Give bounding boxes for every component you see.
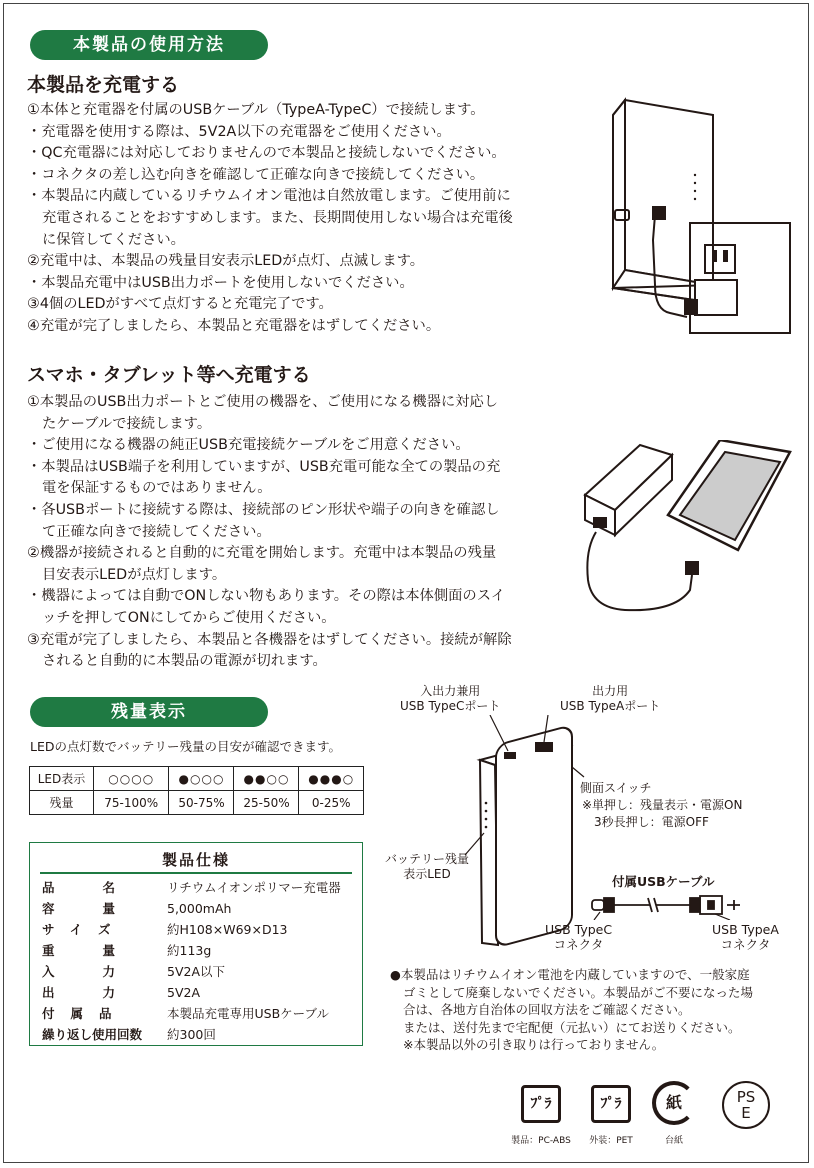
led-pattern: ●○○○ bbox=[169, 767, 234, 791]
charge-line: ③4個のLEDがすべて点灯すると充電完了です。 bbox=[27, 296, 333, 313]
device-line: たケーブルで接続します。 bbox=[42, 415, 212, 432]
battery-led-label: バッテリー残量 表示LED bbox=[385, 852, 470, 881]
spec-row bbox=[42, 982, 341, 1003]
side-switch-label: 側面スイッチ ※単押し：残量表示・電源ON 3秒長押し：電源OFF bbox=[580, 781, 743, 829]
level-row-label: 残量 bbox=[30, 791, 94, 815]
plastic-recycle-icon: ﾌﾟﾗ bbox=[591, 1085, 631, 1123]
spec-value: 約300回 bbox=[167, 1027, 216, 1042]
paper-recycle-mark bbox=[650, 1081, 698, 1146]
plastic-recycle-mark-1 bbox=[510, 1085, 572, 1146]
device-line: ッチを押してONにしてからご使用ください。 bbox=[42, 609, 336, 626]
spec-value: リチウムイオンポリマー充電器 bbox=[167, 880, 341, 895]
io-port-label: 入出力兼用 USB TypeCポート bbox=[400, 684, 501, 713]
mark-label: 台紙 bbox=[664, 1136, 683, 1146]
charge-line: ・本製品に内蔵しているリチウムイオン電池は自然放電します。ご使用前に bbox=[27, 188, 511, 205]
spec-value: 約113g bbox=[167, 943, 212, 958]
charge-line: ④充電が完了しましたら、本製品と充電器をはずしてください。 bbox=[27, 317, 441, 334]
charger-illustration bbox=[595, 95, 795, 345]
spec-key: 繰り返し使用回数 bbox=[42, 1027, 143, 1042]
level-value: 25-50% bbox=[234, 791, 299, 815]
level-value: 0-25% bbox=[299, 791, 364, 815]
charge-line: ・充電器を使用する際は、5V2A以下の充電器をご使用ください。 bbox=[27, 123, 451, 140]
out-port-label: 出力用 USB TypeAポート bbox=[560, 684, 661, 713]
spec-row bbox=[42, 1024, 341, 1045]
spec-row bbox=[42, 898, 341, 919]
level-value: 75-100% bbox=[94, 791, 169, 815]
device-line: ・各USBポートに接続する際は、接続部のピン形状や端子の向きを確認し bbox=[27, 501, 500, 518]
phone-charging-illustration bbox=[580, 440, 800, 620]
plastic-recycle-mark-2 bbox=[580, 1085, 642, 1146]
device-charge-title: スマホ・タブレット等へ充電する bbox=[27, 364, 311, 386]
spec-title: 製品仕様 bbox=[161, 851, 230, 869]
paper-recycle-icon: 紙 bbox=[652, 1081, 696, 1125]
cable-title: 付属USBケーブル bbox=[612, 874, 715, 889]
typec-connector-label: USB TypeC コネクタ bbox=[545, 922, 613, 952]
spec-key: 品名 bbox=[42, 880, 164, 895]
spec-row bbox=[42, 919, 341, 940]
spec-value: 約H108×W69×D13 bbox=[167, 922, 288, 937]
spec-row bbox=[42, 940, 341, 961]
usb-cable-illustration bbox=[590, 890, 745, 920]
device-line: ①本製品のUSB出力ポートとご使用の機器を、ご使用になる機器に対応し bbox=[27, 394, 499, 410]
spec-value: 5,000mAh bbox=[167, 901, 232, 916]
led-pattern: ●●●○ bbox=[299, 767, 364, 791]
device-line: て正確な向きで接続してください。 bbox=[42, 523, 271, 540]
product-diagram bbox=[460, 715, 600, 955]
typea-connector-label: USB TypeA コネクタ bbox=[712, 922, 779, 952]
device-line: 電を保証するものではありません。 bbox=[42, 480, 272, 497]
charge-line: に保管してください。 bbox=[42, 231, 185, 248]
charge-line: ・コネクタの差し込む向きを確認して正確な向きで接続してください。 bbox=[27, 166, 485, 183]
device-line: ③充電が完了しましたら、本製品と各機器をはずしてください。接続が解除 bbox=[27, 631, 512, 648]
charge-line: ・本製品充電中はUSB出力ポートを使用しないでください。 bbox=[27, 274, 414, 291]
led-row-label: LED表示 bbox=[30, 767, 94, 791]
spec-key: サイズ bbox=[42, 922, 127, 937]
level-value: 50-75% bbox=[169, 791, 234, 815]
disposal-note: ●本製品はリチウムイオン電池を内蔵していますので、一般家庭 ゴミとして廃棄しないでください。本製品がご不要になった場 合は、各地方自治体の回収方法をご確認ください。 または、送付先まで宅配便（元払い）にてお送りください。 ※本製品以外の引き取りは行っておりません。 bbox=[390, 967, 754, 1052]
charge-instructions bbox=[27, 100, 513, 338]
mark-label: 外装：PET bbox=[589, 1136, 633, 1146]
charge-line: ・QC充電器には対応しておりませんので本製品と接続しないでください。 bbox=[27, 145, 506, 162]
charge-line: 充電されることをおすすめします。また、長期間使用しない場合は充電後 bbox=[42, 209, 513, 226]
usage-section-header: 本製品の使用方法 bbox=[30, 30, 268, 60]
device-line: ・本製品はUSB端子を利用していますが、USB充電可能な全ての製品の充 bbox=[27, 458, 501, 475]
charge-title: 本製品を充電する bbox=[27, 74, 180, 96]
spec-row bbox=[42, 1003, 341, 1024]
spec-key: 容量 bbox=[42, 901, 164, 916]
spec-row bbox=[42, 877, 341, 898]
battery-intro: LEDの点灯数でバッテリー残量の目安が確認できます。 bbox=[30, 739, 341, 754]
charge-line: ①本体と充電器を付属のUSBケーブル（TypeA-TypeC）で接続します。 bbox=[27, 102, 485, 118]
battery-section-header: 残量表示 bbox=[30, 697, 268, 727]
charge-line: ②充電中は、本製品の残量目安表示LEDが点灯、点滅します。 bbox=[27, 253, 425, 270]
device-line: ・ご使用になる機器の純正USB充電接続ケーブルをご用意ください。 bbox=[27, 437, 470, 454]
spec-value: 5V2A bbox=[167, 985, 201, 1000]
spec-key: 入力 bbox=[42, 964, 164, 979]
mark-label: 製品：PC-ABS bbox=[511, 1136, 571, 1146]
pse-mark: PS E bbox=[722, 1081, 770, 1129]
spec-key: 出力 bbox=[42, 985, 164, 1000]
spec-value: 本製品充電専用USBケーブル bbox=[167, 1006, 330, 1021]
device-line: ・機器によっては自動でONしない物もあります。その際は本体側面のスイ bbox=[27, 588, 506, 605]
spec-key: 重量 bbox=[42, 943, 164, 958]
device-line: 目安表示LEDが点灯します。 bbox=[42, 566, 227, 583]
spec-key: 付属品 bbox=[42, 1006, 128, 1021]
led-pattern: ○○○○ bbox=[94, 767, 169, 791]
device-line: されると自動的に本製品の電源が切れます。 bbox=[42, 653, 327, 670]
device-instructions bbox=[27, 392, 512, 673]
spec-box bbox=[29, 842, 363, 1046]
led-level-table bbox=[29, 766, 364, 815]
plastic-recycle-icon: ﾌﾟﾗ bbox=[521, 1085, 561, 1123]
device-line: ②機器が接続されると自動的に充電を開始します。充電中は本製品の残量 bbox=[27, 545, 497, 562]
spec-row bbox=[42, 961, 341, 982]
led-pattern: ●●○○ bbox=[234, 767, 299, 791]
spec-divider bbox=[40, 872, 352, 874]
spec-value: 5V2A以下 bbox=[167, 964, 226, 979]
